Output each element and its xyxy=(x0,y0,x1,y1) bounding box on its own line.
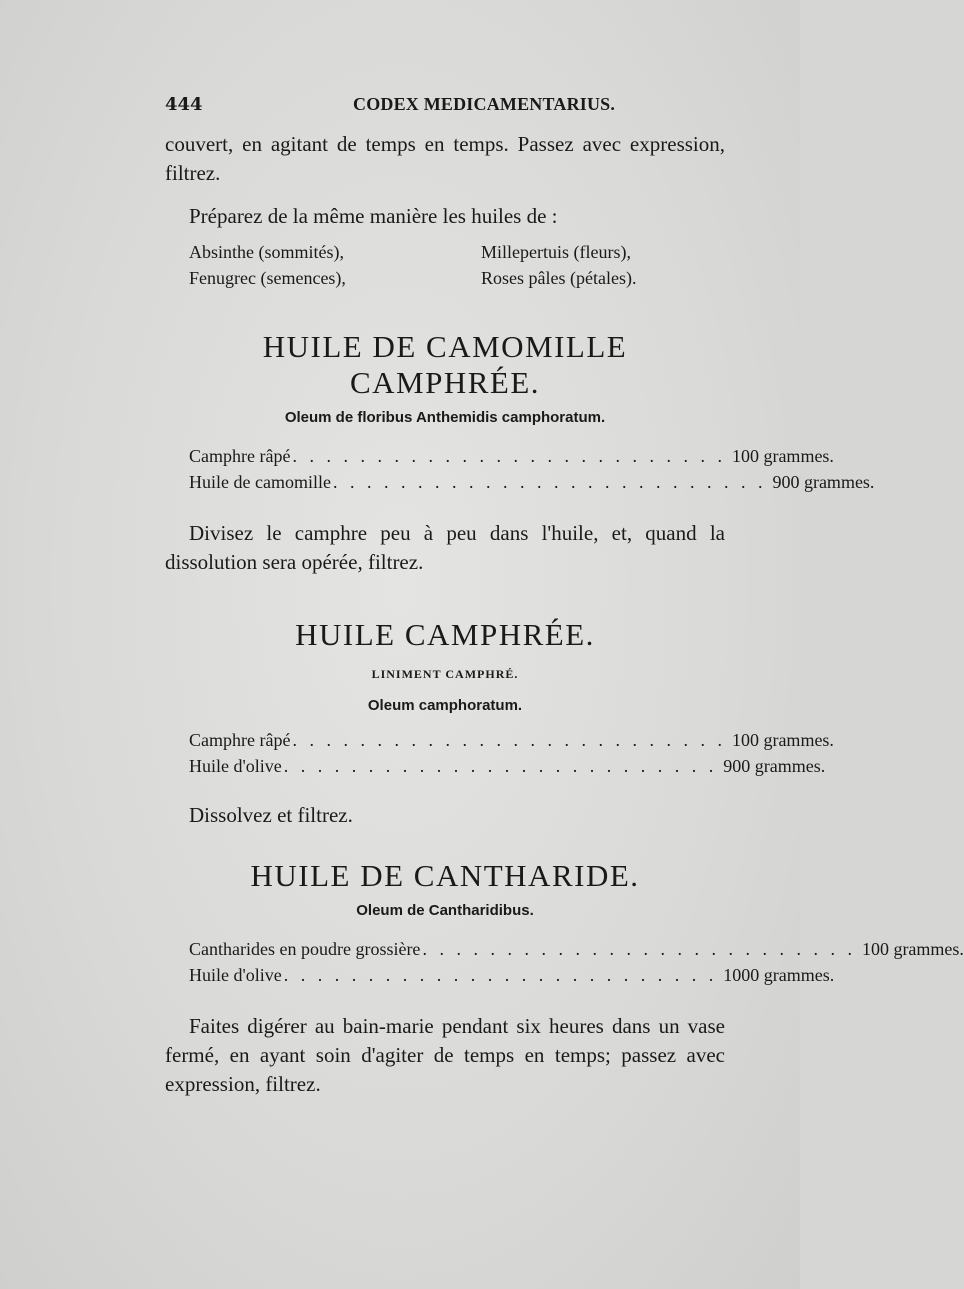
herb-item: Absinthe (sommités), xyxy=(189,242,344,262)
latin-name: Oleum de Cantharidibus. xyxy=(356,902,534,919)
section-heading: HUILE CAMPHRÉE. xyxy=(295,617,595,652)
section-subtitle: LINIMENT CAMPHRÉ. xyxy=(371,667,519,681)
ingredient-quantity: 100 grammes. xyxy=(731,446,834,466)
latin-name: Oleum de floribus Anthemidis camphoratum. xyxy=(284,409,606,426)
leader-dots: . . . . . . . . . . . . . . . . . . . . . . . . . . xyxy=(283,965,718,985)
ingredient-row xyxy=(189,469,875,495)
ingredient-row xyxy=(189,962,835,988)
leader-dots: . . . . . . . . . . . . . . . . . . . . . . . . . . xyxy=(332,472,767,492)
leader-dots: . . . . . . . . . . . . . . . . . . . . . . . . . . xyxy=(422,939,856,959)
ingredient-quantity: 900 grammes. xyxy=(723,756,826,776)
section-cantharide xyxy=(165,858,964,1099)
ingredient-quantity: 900 grammes. xyxy=(772,472,875,492)
section-heading: HUILE DE CANTHARIDE. xyxy=(250,858,640,893)
ingredient-name: Huile de camomille xyxy=(189,472,331,492)
prepare-paragraph: Préparez de la même manière les huiles de : xyxy=(189,204,558,228)
ingredient-quantity: 1000 grammes. xyxy=(723,965,835,985)
ingredient-list xyxy=(165,936,964,988)
herb-item: Roses pâles (pétales). xyxy=(481,268,637,288)
leader-dots: . . . . . . . . . . . . . . . . . . . . . . . . . . xyxy=(292,446,726,466)
section-camomille xyxy=(165,329,875,577)
leader-dots: . . . . . . . . . . . . . . . . . . . . . . . . . . xyxy=(292,730,726,750)
ingredient-row xyxy=(189,727,834,753)
herb-item: Millepertuis (fleurs), xyxy=(481,242,631,262)
ingredient-row xyxy=(189,443,834,469)
running-head xyxy=(165,92,725,122)
ingredient-name: Camphre râpé xyxy=(189,446,291,466)
intro-paragraph: couvert, en agitant de temps en temps. Passez avec expression, filtrez. xyxy=(165,132,725,185)
instructions-paragraph: Faites digérer au bain-marie pendant six heures dans un vase fermé, en ayant soin d'agiter de temps en temps; passez avec expression, filtrez. xyxy=(165,1014,725,1096)
leader-dots: . . . . . . . . . . . . . . . . . . . . . . . . . . xyxy=(283,756,718,776)
page-content xyxy=(165,92,964,1099)
herb-item: Fenugrec (semences), xyxy=(189,268,346,288)
ingredient-row xyxy=(189,753,826,779)
latin-name: Oleum camphoratum. xyxy=(367,697,523,714)
running-title: CODEX MEDICAMENTARIUS. xyxy=(353,94,616,114)
page-number: 444 xyxy=(165,94,203,115)
ingredient-list xyxy=(165,443,875,495)
ingredient-list xyxy=(165,727,834,779)
ingredient-quantity: 100 grammes. xyxy=(861,939,964,959)
section-camphree xyxy=(165,617,834,830)
ingredient-row xyxy=(189,936,964,962)
ingredient-quantity: 100 grammes. xyxy=(731,730,834,750)
section-heading: HUILE DE CAMOMILLE CAMPHRÉE. xyxy=(262,329,628,400)
instructions-paragraph: Divisez le camphre peu à peu dans l'huile, et, quand la dissolution sera opérée, filtrez. xyxy=(165,521,725,574)
ingredient-name: Cantharides en poudre grossière xyxy=(189,939,421,959)
instructions-paragraph: Dissolvez et filtrez. xyxy=(189,803,353,827)
ingredient-name: Huile d'olive xyxy=(189,756,282,776)
ingredient-name: Camphre râpé xyxy=(189,730,291,750)
ingredient-name: Huile d'olive xyxy=(189,965,282,985)
herb-list xyxy=(165,239,725,291)
